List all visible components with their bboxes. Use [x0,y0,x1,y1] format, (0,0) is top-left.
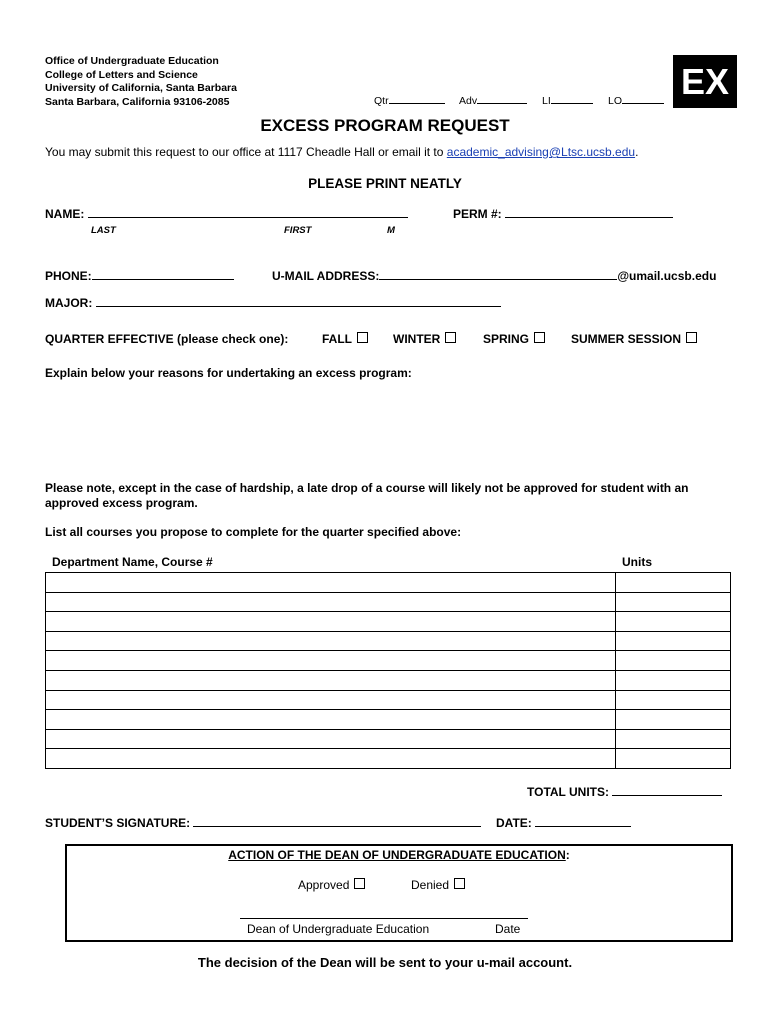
hardship-note: Please note, except in the case of hardship, a late drop of a course will likely not be approved for student with an [45,481,689,495]
fall-checkbox[interactable] [357,332,368,343]
winter-checkbox[interactable] [445,332,456,343]
submit-text: You may submit this request to our office at 1117 Cheadle Hall or email it to [45,145,447,159]
office-line: Office of Undergraduate Education [45,55,219,67]
units-cell[interactable] [616,670,731,690]
adv-field[interactable] [459,95,527,107]
first-name-hint: FIRST [284,225,312,236]
explain-area[interactable] [45,384,730,474]
table-row [46,573,731,593]
submit-instructions [45,145,638,159]
phone-label: PHONE: [45,269,92,283]
signature-label: STUDENT’S SIGNATURE: [45,816,191,830]
quarter-spring[interactable] [483,332,545,346]
dean-date-label: Date [495,922,521,936]
name-label: NAME: [45,207,85,221]
umail-field[interactable] [272,269,716,283]
lo-label: LO [608,95,623,107]
li-label: LI [542,95,551,107]
quarter-label: QUARTER EFFECTIVE (please check one): [45,332,289,346]
table-row [46,729,731,749]
table-row [46,670,731,690]
table-row [46,592,731,612]
course-cell[interactable] [46,631,616,651]
course-cell[interactable] [46,749,616,769]
name-field[interactable] [45,207,408,221]
umail-domain: @umail.ucsb.edu [617,269,717,283]
last-name-hint: LAST [91,225,116,236]
units-cell[interactable] [616,592,731,612]
fall-label: FALL [322,332,352,346]
date-label: DATE: [496,816,532,830]
list-courses-prompt: List all courses you propose to complete for the quarter specified above: [45,525,462,539]
units-cell[interactable] [616,612,731,632]
dean-signature-line[interactable] [240,904,528,919]
explain-prompt: Explain below your reasons for undertaking an excess program: [45,366,412,380]
units-cell[interactable] [616,651,731,671]
approved-label: Approved [298,878,350,892]
course-cell[interactable] [46,710,616,730]
email-link[interactable]: academic_advising@Ltsc.ucsb.edu [446,145,636,159]
dean-title-colon: : [565,848,570,862]
quarter-summer[interactable] [571,332,697,346]
signature-field[interactable] [45,816,481,830]
table-row [46,690,731,710]
office-line: College of Letters and Science [45,68,198,81]
dean-action-box [65,844,733,942]
course-cell[interactable] [46,729,616,749]
units-cell[interactable] [616,690,731,710]
course-cell[interactable] [46,651,616,671]
office-line: University of California, Santa Barbara [45,82,237,94]
middle-initial-hint: M [387,225,395,236]
course-cell[interactable] [46,612,616,632]
denied-option[interactable] [411,878,465,892]
col-course-header: Department Name, Course # [52,555,213,569]
dean-title-text: ACTION OF THE DEAN OF UNDERGRADUATE EDUCATION [228,848,566,862]
page-title: EXCESS PROGRAM REQUEST [260,116,510,135]
units-cell[interactable] [616,710,731,730]
quarter-winter[interactable] [393,332,456,346]
table-row [46,749,731,769]
approved-checkbox[interactable] [354,878,365,889]
major-field[interactable] [45,296,501,310]
units-cell[interactable] [616,749,731,769]
major-label: MAJOR: [45,296,93,310]
qtr-field[interactable] [374,95,445,107]
date-field[interactable] [496,816,631,830]
course-cell[interactable] [46,690,616,710]
li-field[interactable] [542,95,593,107]
denied-label: Denied [411,878,450,892]
table-row [46,651,731,671]
quarter-fall[interactable] [322,332,368,346]
perm-field[interactable] [453,207,673,221]
spring-checkbox[interactable] [534,332,545,343]
units-cell[interactable] [616,631,731,651]
units-cell[interactable] [616,729,731,749]
approved-option[interactable] [298,878,365,892]
winter-label: WINTER [393,332,441,346]
ex-badge: EX [673,55,737,108]
print-neatly-heading: PLEASE PRINT NEATLY [308,176,462,191]
summer-checkbox[interactable] [686,332,697,343]
adv-label: Adv [459,95,478,107]
dean-signature-label: Dean of Undergraduate Education [247,922,430,936]
lo-field[interactable] [608,95,664,107]
perm-label: PERM #: [453,207,502,221]
table-row [46,612,731,632]
table-row [46,631,731,651]
table-row [46,710,731,730]
dean-title [67,848,731,862]
total-units-field[interactable] [527,785,722,799]
decision-note: The decision of the Dean will be sent to your u-mail account. [197,955,573,970]
course-cell[interactable] [46,670,616,690]
course-cell[interactable] [46,573,616,593]
summer-label: SUMMER SESSION [571,332,682,346]
course-cell[interactable] [46,592,616,612]
total-units-label: TOTAL UNITS: [527,785,609,799]
spring-label: SPRING [483,332,530,346]
courses-table [45,572,731,769]
phone-field[interactable] [45,269,234,283]
submit-period: . [635,145,639,159]
qtr-label: Qtr [374,95,389,107]
office-address [45,55,237,109]
units-cell[interactable] [616,573,731,593]
denied-checkbox[interactable] [454,878,465,889]
hardship-note-cont: approved excess program. [45,496,198,510]
umail-label: U-MAIL ADDRESS: [272,269,380,283]
col-units-header: Units [622,555,652,569]
office-line: Santa Barbara, California 93106-2085 [45,95,230,108]
